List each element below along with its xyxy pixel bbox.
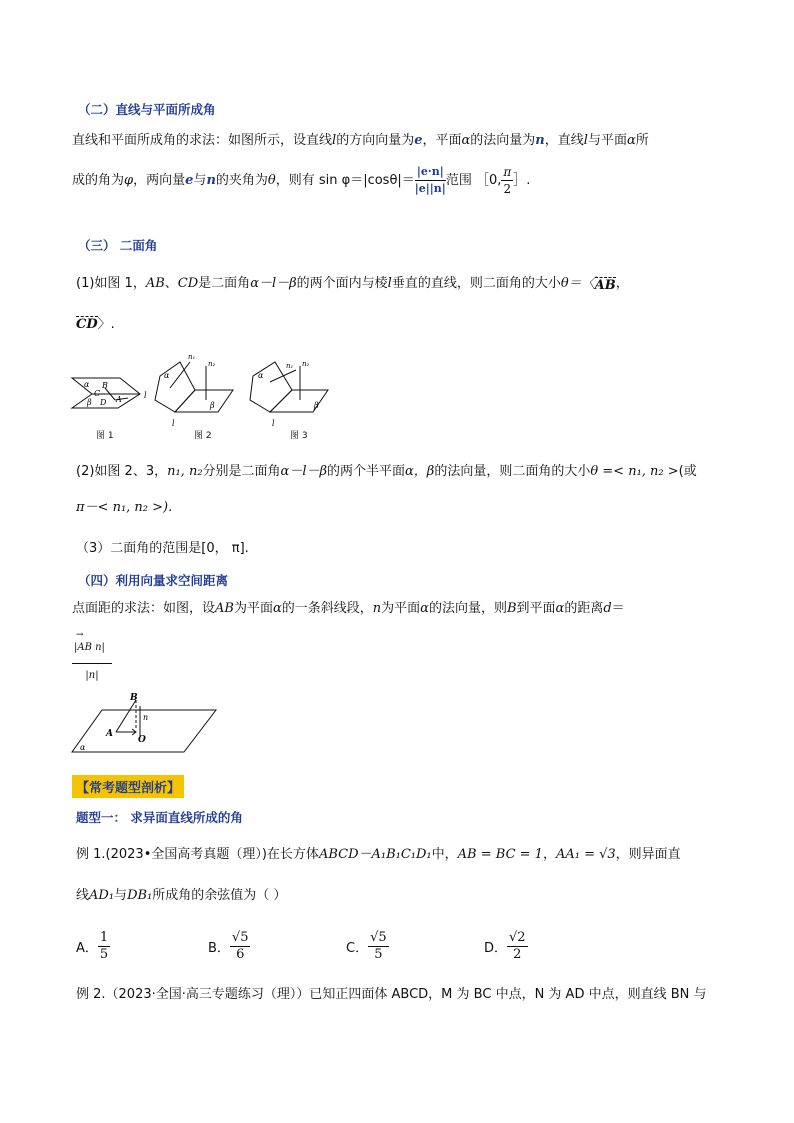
condition-2: AA₁ = √3 <box>555 847 616 862</box>
text: 成的角为 <box>72 173 125 188</box>
section-heading-dihedral-angle: （三） 二面角 <box>78 238 158 253</box>
text: 点面距的求法：如图，设 <box>72 601 216 616</box>
text: ，则有 sin φ＝|cosθ|＝ <box>275 173 415 188</box>
svg-text:A: A <box>106 729 113 739</box>
svg-text:A: A <box>116 395 122 404</box>
svg-text:β: β <box>87 398 92 407</box>
vector-cd: CD <box>76 317 98 332</box>
text: 的距离 <box>564 601 604 616</box>
option-value <box>507 930 528 963</box>
text: 与 <box>114 888 128 903</box>
paragraph-dihedral-1-cont <box>76 316 115 334</box>
paragraph-dihedral-2-cont: π－< n₁, n₂ >). <box>76 500 173 515</box>
text: 是二面角 <box>198 276 251 291</box>
text: 与平面 <box>587 133 627 148</box>
text: 例 1.(2023•全国高考真题（理）)在长方体 <box>76 847 319 862</box>
text: 的一条斜线段， <box>281 601 373 616</box>
fraction-denominator: 6 <box>236 947 245 962</box>
option-label: D． <box>484 941 508 956</box>
svg-text:β: β <box>210 401 215 410</box>
fraction-denominator: 5 <box>99 947 109 962</box>
text: ＝ <box>611 601 625 616</box>
var-theta: θ <box>267 173 276 188</box>
option-value <box>98 930 110 963</box>
option-c[interactable] <box>346 930 389 963</box>
paragraph-dihedral-1 <box>76 275 629 293</box>
dihedral-expression: α－l－β <box>280 464 327 479</box>
fraction-numerator: π <box>503 165 512 179</box>
svg-text:l: l <box>144 391 147 400</box>
type-one-heading: 题型一： 求异面直线所成的角 <box>76 810 243 825</box>
svg-text:D: D <box>100 398 107 407</box>
line-db1: DB₁ <box>127 888 153 903</box>
vector-e: e <box>185 173 194 188</box>
option-a[interactable] <box>76 930 110 963</box>
svg-text:l: l <box>272 419 275 428</box>
dihedral-figures <box>70 350 350 440</box>
section-heading-distance: （四）利用向量求空间距离 <box>78 573 229 588</box>
vector-ab: AB <box>594 278 616 293</box>
var-alpha: α <box>272 601 282 616</box>
example-2-line-1: 例 2.（2023·全国·高三专题练习（理））已知正四面体 ABCD，M 为 BC 中点，N 为 AD 中点，则直线 BN 与 <box>76 987 707 1002</box>
paragraph-line-plane-2 <box>72 164 530 198</box>
text: ，平面 <box>422 133 462 148</box>
var-alpha: α <box>461 133 471 148</box>
svg-text:n₂: n₂ <box>208 360 216 368</box>
section-heading-line-plane-angle: （二）直线与平面所成角 <box>78 102 216 117</box>
option-label: C． <box>346 941 369 956</box>
distance-figure <box>70 690 220 756</box>
fraction-bar <box>72 663 112 664</box>
svg-text:α: α <box>164 371 170 380</box>
text: (2)如图 2、3， <box>76 464 168 479</box>
option-value <box>368 930 389 963</box>
figure-2-caption: 图 2 <box>194 431 212 441</box>
text: 的方向向量为 <box>336 133 415 148</box>
figure-2 <box>155 353 233 428</box>
var-l: l <box>387 276 392 291</box>
text: (1)如图 1， <box>76 276 146 291</box>
text: 的法向量，则 <box>428 601 507 616</box>
formula-numerator: |AB n| <box>74 642 105 653</box>
angle-expression: θ =< n₁, n₂ > <box>590 464 679 479</box>
svg-text:l: l <box>172 419 175 428</box>
svg-text:β: β <box>314 401 319 410</box>
half-planes: α，β <box>405 464 435 479</box>
text: ，直线 <box>544 133 584 148</box>
var-ab: AB <box>145 276 165 291</box>
common-types-banner: 【常考题型剖析】 <box>72 775 184 798</box>
text: 分别是二面角 <box>202 464 281 479</box>
text: (或 <box>678 464 697 479</box>
svg-text:n₂: n₂ <box>302 360 310 368</box>
text: 〉. <box>97 317 115 332</box>
distance-formula <box>72 630 112 681</box>
svg-text:C: C <box>94 389 101 398</box>
text: 所 <box>635 133 649 148</box>
text: 的法向量，则二面角的大小 <box>434 464 591 479</box>
vector-arrow: → <box>76 630 84 640</box>
dihedral-expression: α－l－β <box>250 276 297 291</box>
text: ， <box>542 847 556 862</box>
var-n: n <box>372 601 382 616</box>
vector-e: e <box>414 133 423 148</box>
var-l: l <box>583 133 588 148</box>
text: 所成角的余弦值为（ ） <box>152 888 287 903</box>
text: 垂直的直线，则二面角的大小 <box>391 276 561 291</box>
fraction-numerator: √2 <box>509 930 526 945</box>
var-alpha: α <box>555 601 565 616</box>
vector-n: n <box>535 133 545 148</box>
text: ］. <box>513 173 531 188</box>
option-d[interactable] <box>484 930 528 963</box>
paragraph-dihedral-2 <box>76 463 697 481</box>
text: 中， <box>431 847 458 862</box>
text: 的夹角为 <box>215 173 268 188</box>
text: 的两个半平面 <box>327 464 406 479</box>
svg-text:α: α <box>80 743 86 752</box>
option-label: A． <box>76 941 98 956</box>
fraction-denominator: 2 <box>513 947 522 962</box>
fraction-numerator: 1 <box>99 930 109 945</box>
fraction-numerator: |e·n| <box>415 164 446 181</box>
example-1-line-2 <box>76 887 286 905</box>
text: 、 <box>164 276 178 291</box>
text: 线 <box>76 888 90 903</box>
var-ab: AB <box>215 601 234 616</box>
text: ， <box>615 276 629 291</box>
line-ad1: AD₁ <box>89 888 115 903</box>
svg-text:O: O <box>138 735 146 745</box>
svg-text:n₁: n₁ <box>286 362 294 370</box>
text: 直线和平面所成角的求法：如图所示，设直线 <box>72 133 333 148</box>
option-label: B． <box>208 941 230 956</box>
text: 的法向量为 <box>470 133 536 148</box>
pi-over-two <box>501 164 513 197</box>
fraction-numerator: √5 <box>370 930 387 945</box>
var-cd: CD <box>177 276 199 291</box>
paragraph-line-plane-1 <box>72 132 649 150</box>
paragraph-dihedral-range: （3）二面角的范围是[0， π]. <box>76 541 249 556</box>
text: 到平面 <box>516 601 556 616</box>
vector-n: n <box>206 173 216 188</box>
svg-text:B: B <box>130 693 138 703</box>
text: 与 <box>193 173 207 188</box>
example-1-line-1 <box>76 846 681 864</box>
text: 范围 ［0, <box>445 173 502 188</box>
var-b: B <box>506 601 517 616</box>
svg-text:α: α <box>258 371 264 380</box>
text: 为平面 <box>233 601 273 616</box>
fraction-denominator: 5 <box>374 947 383 962</box>
normal-vectors: n₁, n₂ <box>167 464 203 479</box>
var-l: l <box>332 133 337 148</box>
condition-1: AB = BC = 1 <box>457 847 543 862</box>
fraction-numerator: √5 <box>231 930 249 945</box>
figure-3 <box>250 360 328 428</box>
figure-1 <box>72 378 147 408</box>
fraction-denominator: 2 <box>503 182 512 196</box>
text: 的两个面内与棱 <box>296 276 388 291</box>
paragraph-distance <box>72 600 625 618</box>
text: ，两向量 <box>133 173 186 188</box>
svg-text:n₁: n₁ <box>188 353 196 361</box>
fraction-denominator: |e||n| <box>414 182 446 195</box>
text: 为平面 <box>381 601 421 616</box>
formula-denominator: |n| <box>85 670 99 681</box>
box-name: ABCD－A₁B₁C₁D₁ <box>318 847 432 862</box>
svg-text:α: α <box>84 380 90 389</box>
text: ，则异面直 <box>615 847 681 862</box>
figure-3-caption: 图 3 <box>290 431 308 441</box>
figure-1-caption: 图 1 <box>96 431 114 441</box>
svg-text:n: n <box>143 713 149 722</box>
theta-equals: θ＝〈 <box>560 276 595 291</box>
option-value <box>230 930 251 963</box>
var-alpha: α <box>626 133 636 148</box>
var-phi: φ <box>124 173 134 188</box>
var-alpha: α <box>420 601 429 616</box>
formula-fraction <box>415 164 446 197</box>
option-b[interactable] <box>208 930 250 963</box>
svg-text:B: B <box>102 381 108 390</box>
var-d: d <box>603 601 612 616</box>
